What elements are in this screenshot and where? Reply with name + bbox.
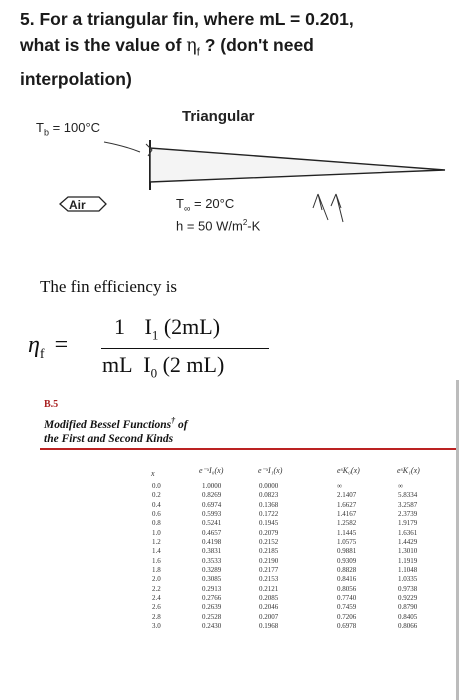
tinf-value: = 20°C (190, 196, 235, 211)
table-cell-k0: 1.2582 (337, 519, 357, 528)
question-text (20, 6, 450, 92)
table-cell-k0: ∞ (337, 482, 342, 490)
table-cell-i0: 0.3085 (202, 575, 222, 584)
column-k0 (337, 482, 356, 632)
table-cell-k1: 0.8405 (398, 612, 418, 621)
table-cell-i0: 0.2639 (202, 603, 222, 612)
table-cell-k0: 0.7206 (337, 612, 357, 621)
formula-equals: = (54, 332, 69, 358)
table-cell-k1: 2.3739 (398, 510, 418, 519)
table-cell-k1: 1.1048 (398, 566, 418, 575)
fin-type-label: Triangular (182, 108, 255, 125)
table-title-line-1-end: of (175, 418, 188, 431)
table-cell-x: 1.0 (152, 528, 161, 537)
numerator-bessel: I (144, 314, 152, 339)
table-cell-x: 2.2 (152, 584, 161, 593)
formula-eta: η (28, 332, 40, 358)
table-cell-x: 2.8 (152, 612, 161, 621)
table-cell-i0: 0.4198 (202, 538, 222, 547)
page-edge-bar (456, 380, 459, 700)
tb-subscript: b (43, 127, 49, 138)
table-cell-k1: ∞ (398, 482, 403, 490)
table-cell-i1: 0.2152 (259, 538, 279, 547)
table-cell-x: 1.4 (152, 547, 161, 556)
numerator-bessel-subscript: 1 (151, 327, 159, 343)
table-cell-i0: 0.5993 (202, 510, 222, 519)
table-cell-k0: 1.1445 (337, 528, 357, 537)
triangular-fin (150, 148, 445, 182)
table-cell-k1: 0.8066 (398, 622, 418, 631)
table-cell-k1: 3.2587 (398, 500, 418, 509)
table-title-line-1: Modified Bessel Functions (44, 418, 172, 431)
table-cell-i1: 0.2185 (259, 547, 279, 556)
table-cell-x: 2.0 (152, 575, 161, 584)
table-cell-x: 0.0 (152, 482, 161, 490)
table-cell-i0: 0.3533 (202, 556, 222, 565)
header-k0: eˣK₀(x) (337, 466, 360, 475)
table-cell-i0: 0.4657 (202, 528, 222, 537)
table-cell-k1: 5.8334 (398, 491, 418, 500)
table-cell-x: 2.4 (152, 594, 161, 603)
denominator-ml: mL (102, 352, 132, 377)
table-cell-k0: 0.7740 (337, 594, 357, 603)
question-line-3: interpolation) (20, 68, 132, 89)
table-title (44, 414, 188, 446)
table-cell-k0: 1.4167 (337, 510, 357, 519)
table-cell-k0: 0.6978 (337, 622, 357, 631)
numerator-one: 1 (114, 314, 125, 339)
denominator-argument: (2 mL) (162, 352, 225, 377)
column-i0 (202, 482, 221, 632)
table-cell-k0: 1.0575 (337, 538, 357, 547)
table-title-footnote-mark: † (171, 416, 176, 425)
convection-arrow-2 (331, 194, 343, 222)
table-cell-i1: 0.2079 (259, 528, 279, 537)
table-cell-i1: 0.2007 (259, 612, 279, 621)
tb-leader-line (104, 142, 140, 152)
table-cell-i0: 0.3831 (202, 547, 222, 556)
table-cell-k0: 0.7459 (337, 603, 357, 612)
air-label: Air (69, 198, 86, 212)
table-cell-i0: 0.3289 (202, 566, 222, 575)
table-section-number: B.5 (44, 399, 59, 410)
table-cell-x: 3.0 (152, 622, 161, 631)
question-line-2-end: ? (don't need (199, 35, 314, 55)
table-cell-x: 1.2 (152, 538, 161, 547)
table-cell-k1: 0.9229 (398, 594, 418, 603)
formula-eta-subscript: f (39, 346, 45, 362)
table-cell-i1: 0.2190 (259, 556, 279, 565)
table-cell-i0: 0.2528 (202, 612, 222, 621)
header-i0: e⁻ˣI₀(x) (199, 466, 224, 475)
header-k1: eˣK₁(x) (397, 466, 420, 475)
tinf-subscript: ∞ (183, 203, 191, 214)
table-cell-k0: 0.8828 (337, 566, 357, 575)
table-cell-i1: 0.1945 (259, 519, 279, 528)
eta-subscript: f (196, 46, 200, 59)
table-cell-k1: 1.9179 (398, 519, 418, 528)
table-cell-i1: 0.2121 (259, 584, 279, 593)
table-cell-i0: 0.2913 (202, 584, 222, 593)
table-cell-k0: 2.1407 (337, 491, 357, 500)
table-cell-i0: 0.6974 (202, 500, 222, 509)
table-cell-x: 1.8 (152, 566, 161, 575)
table-cell-k1: 0.8790 (398, 603, 418, 612)
table-cell-k0: 0.9309 (337, 556, 357, 565)
table-cell-i0: 0.5241 (202, 519, 222, 528)
table-cell-k1: 1.3010 (398, 547, 418, 556)
h-unit: -K (247, 218, 261, 234)
table-cell-i1: 0.2153 (259, 575, 279, 584)
tb-symbol: T (36, 120, 44, 135)
convection-arrow-1 (313, 194, 328, 220)
table-cell-i0: 0.2766 (202, 594, 222, 603)
table-cell-k1: 1.1919 (398, 556, 418, 565)
table-cell-x: 1.6 (152, 556, 161, 565)
table-cell-k0: 1.6627 (337, 500, 357, 509)
table-title-line-2: the First and Second Kinds (44, 432, 174, 445)
table-cell-i0: 0.8269 (202, 491, 222, 500)
table-cell-i1: 0.2177 (259, 566, 279, 575)
table-cell-i1: 0.0000 (259, 482, 279, 490)
heat-transfer-coefficient-label (176, 218, 260, 233)
table-cell-i1: 0.0823 (259, 491, 279, 500)
header-i1: e⁻ˣI₁(x) (258, 466, 283, 475)
table-cell-x: 0.4 (152, 500, 161, 509)
column-x (152, 482, 161, 632)
table-cell-k0: 0.8416 (337, 575, 357, 584)
denominator-bessel: I (143, 352, 151, 377)
table-cell-x: 2.6 (152, 603, 161, 612)
fin-efficiency-title: The fin efficiency is (40, 277, 178, 296)
ambient-temperature-label (176, 196, 234, 214)
table-cell-k1: 0.9738 (398, 584, 418, 593)
h-superscript: 2 (242, 218, 248, 227)
table-cell-i0: 1.0000 (202, 482, 222, 490)
question-line-2 (20, 32, 450, 66)
column-i1 (259, 482, 278, 632)
fin-efficiency-formula (28, 314, 288, 388)
table-cell-x: 0.2 (152, 491, 161, 500)
table-cell-i1: 0.1368 (259, 500, 279, 509)
table-cell-i1: 0.1968 (259, 622, 279, 631)
column-k1 (398, 482, 417, 632)
question-line-1: 5. For a triangular fin, where mL = 0.201, (20, 9, 354, 29)
tinf-symbol: T (176, 196, 184, 211)
tb-value: = 100°C (48, 120, 101, 135)
header-x: x (151, 469, 155, 478)
table-top-rule (40, 448, 458, 450)
table-cell-k1: 1.6361 (398, 528, 418, 537)
formula-lhs (28, 332, 68, 363)
table-cell-x: 0.6 (152, 510, 161, 519)
table-cell-i0: 0.2430 (202, 622, 222, 631)
eta-symbol: η (186, 36, 197, 56)
question-line-2-start: what is the value of (20, 35, 187, 55)
formula-denominator (102, 352, 224, 381)
numerator-argument: (2mL) (163, 314, 221, 339)
table-cell-i1: 0.1722 (259, 510, 279, 519)
h-text: h = 50 W/m (176, 218, 243, 234)
table-cell-k1: 1.0335 (398, 575, 418, 584)
table-cell-k0: 0.8056 (337, 584, 357, 593)
table-cell-i1: 0.2085 (259, 594, 279, 603)
table-cell-k0: 0.9881 (337, 547, 357, 556)
table-cell-x: 0.8 (152, 519, 161, 528)
denominator-bessel-subscript: 0 (150, 365, 158, 381)
formula-numerator (114, 314, 220, 343)
table-cell-i1: 0.2046 (259, 603, 279, 612)
table-cell-k1: 1.4429 (398, 538, 418, 547)
fraction-bar (101, 348, 269, 349)
